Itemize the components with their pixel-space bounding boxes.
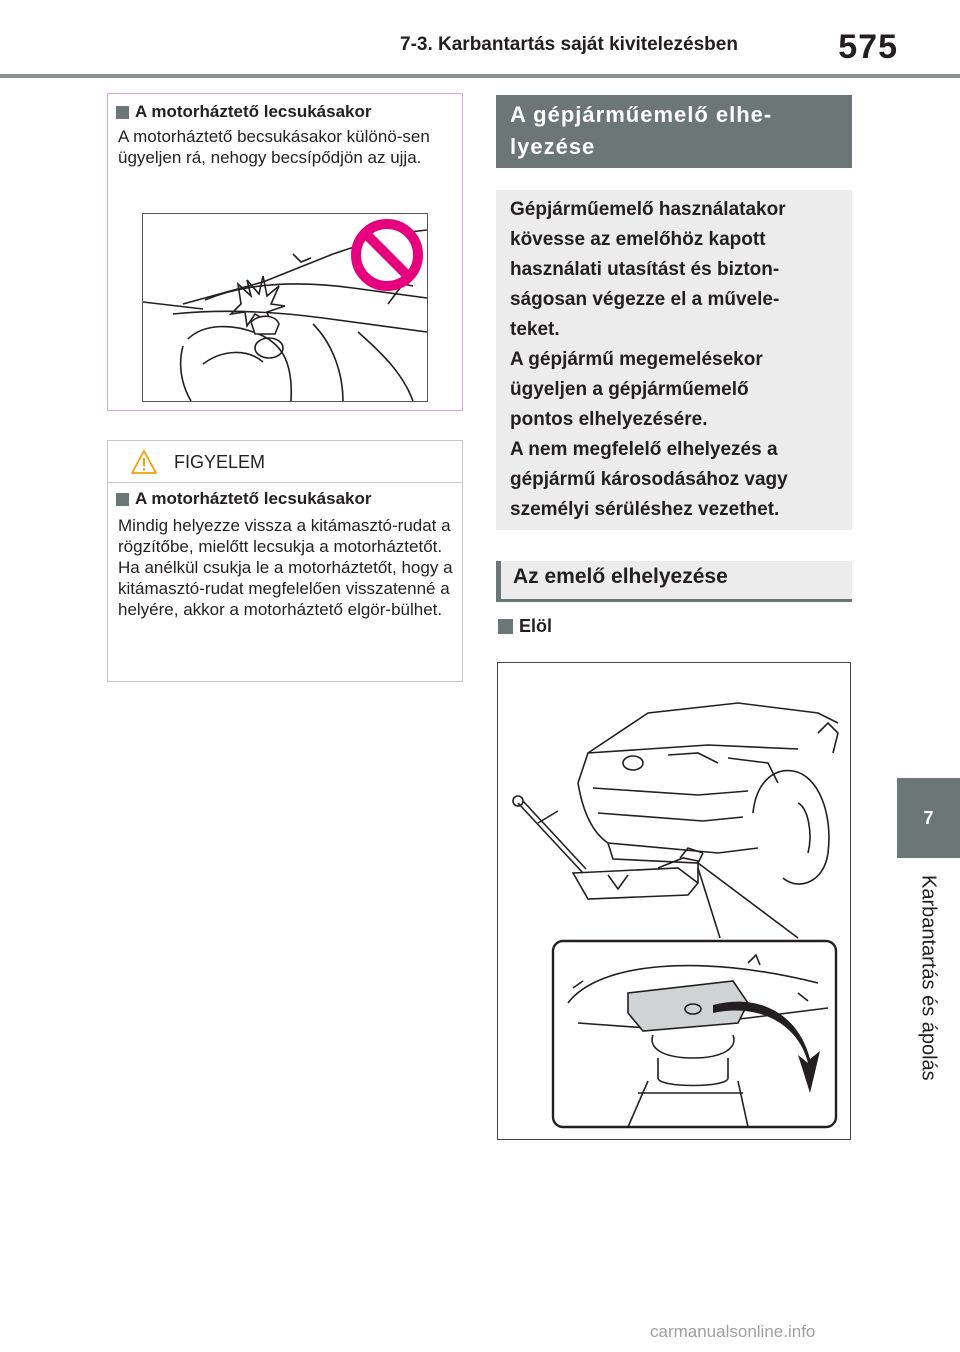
section-title: 7-3. Karbantartás saját kivitelezésben	[400, 34, 738, 55]
warning-box	[107, 440, 463, 682]
section-heading-line2: lyezése	[510, 134, 596, 159]
intro-line: ügyeljen a gépjárműemelő	[510, 379, 749, 400]
intro-line: teket.	[510, 319, 560, 340]
square-bullet-icon	[498, 619, 513, 634]
front-label	[498, 616, 552, 637]
warning-heading	[116, 489, 372, 509]
warning-text: Mindig helyezze vissza a kitámasztó-rudat a rögzítőbe, mielőtt lecsukja a motorháztetőt. Ha anélkül csukja le a motorháztetőt, hogy a kitámasztó-rudat megfelelően visszatenné a helyére, akkor a motorháztető elgör-bülhet.	[118, 516, 453, 619]
section-heading	[496, 95, 852, 168]
note-heading	[116, 102, 372, 122]
intro-line: gépjármű károsodásához vagy	[510, 469, 788, 490]
jack-placement-drawing	[498, 663, 850, 1139]
chapter-title: Karbantartás és ápolás	[917, 875, 940, 1081]
intro-box	[496, 190, 852, 530]
warning-heading-text: A motorháztető lecsukásakor	[135, 489, 372, 508]
intro-line: A nem megfelelő elhelyezés a	[510, 439, 778, 460]
warning-triangle-icon	[130, 449, 158, 475]
header-divider	[0, 74, 960, 78]
intro-line: kövesse az emelőhöz kapott	[510, 229, 766, 250]
watermark: carmanualsonline.info	[650, 1322, 816, 1341]
intro-line: pontos elhelyezésére.	[510, 409, 708, 430]
intro-line: ságosan végezze el a művele-	[510, 289, 780, 310]
chapter-tab[interactable]	[897, 778, 960, 858]
hood-pinch-illustration	[142, 213, 428, 402]
front-label-text: Elöl	[519, 616, 553, 636]
warning-label: FIGYELEM	[174, 452, 266, 472]
intro-line: személyi sérüléshez vezethet.	[510, 499, 780, 520]
intro-line: használati utasítást és bizton-	[510, 259, 780, 280]
chapter-number: 7	[923, 807, 934, 828]
page-number: 575	[838, 28, 898, 66]
note-heading-text: A motorháztető lecsukásakor	[135, 102, 372, 121]
chapter-title-vertical	[899, 862, 957, 1094]
intro-line: A gépjármű megemelésekor	[510, 349, 763, 370]
section-heading-line1: A gépjárműemelő elhe-	[510, 102, 773, 127]
square-bullet-icon	[116, 106, 129, 119]
prohibition-icon	[356, 224, 418, 286]
intro-line: Gépjárműemelő használatakor	[510, 199, 786, 220]
jack-placement-illustration	[497, 662, 851, 1140]
warning-header	[108, 441, 462, 483]
subsection-heading: Az emelő elhelyezése	[496, 561, 852, 602]
note-text: A motorháztető becsukásakor különö-sen ügyeljen rá, nehogy becsípődjön az ujja.	[118, 127, 430, 167]
hood-pinch-drawing	[143, 214, 427, 401]
square-bullet-icon	[116, 493, 129, 506]
